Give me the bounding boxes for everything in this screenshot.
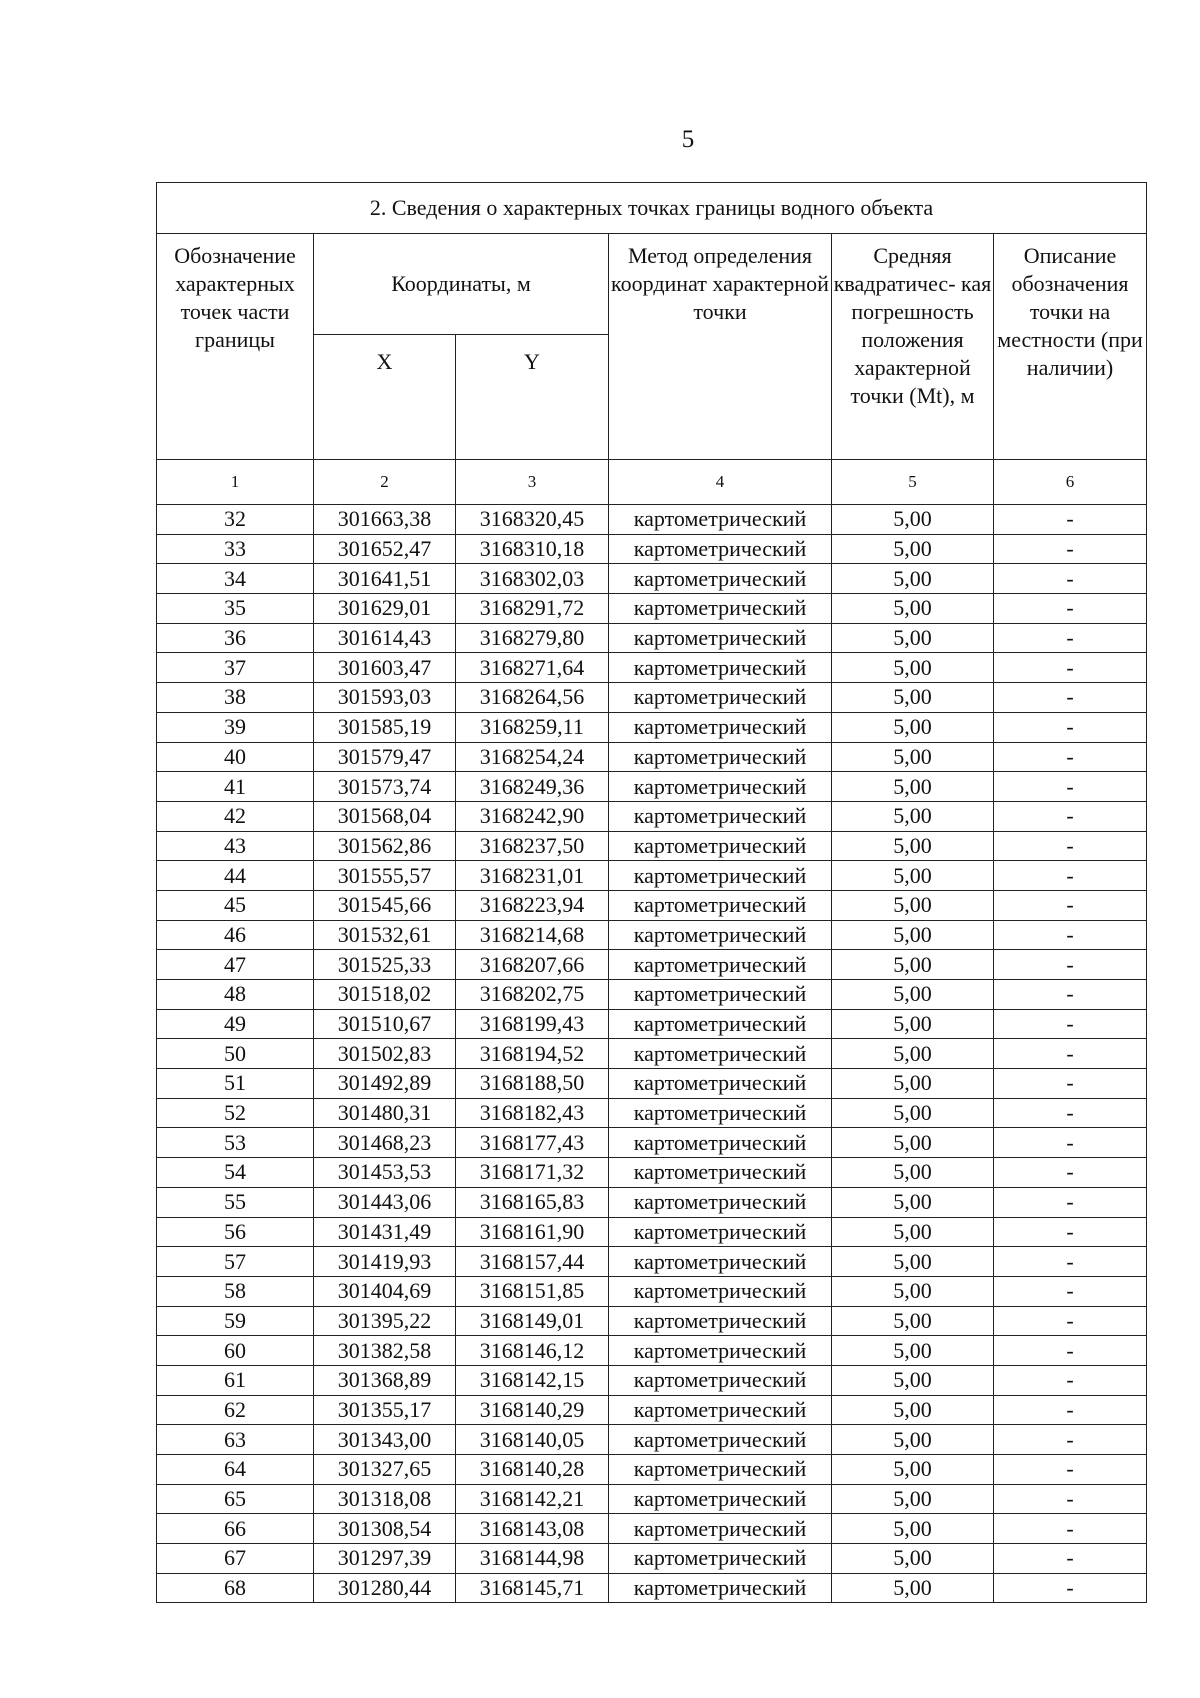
point-number-cell: 67 [157,1544,314,1574]
y-coordinate-cell: 3168182,43 [456,1098,609,1128]
description-cell: - [994,1336,1147,1366]
description-cell: - [994,1128,1147,1158]
method-cell: картометрический [609,1514,832,1544]
page-number: 5 [681,126,695,153]
column-number: 1 [157,460,314,505]
x-coordinate-cell: 301480,31 [314,1098,456,1128]
x-coordinate-cell: 301562,86 [314,831,456,861]
method-cell: картометрический [609,505,832,535]
x-coordinate-cell: 301502,83 [314,1039,456,1069]
method-cell: картометрический [609,1336,832,1366]
table-row [157,594,1147,624]
x-coordinate-cell: 301453,53 [314,1158,456,1188]
method-cell: картометрический [609,742,832,772]
x-coordinate-cell: 301395,22 [314,1306,456,1336]
mean-error-cell: 5,00 [832,1336,994,1366]
header-y: Y [456,335,609,460]
description-cell: - [994,742,1147,772]
x-coordinate-cell: 301492,89 [314,1069,456,1099]
point-number-cell: 61 [157,1365,314,1395]
method-cell: картометрический [609,1455,832,1485]
table-row [157,534,1147,564]
mean-error-cell: 5,00 [832,1217,994,1247]
point-number-cell: 53 [157,1128,314,1158]
point-number-cell: 66 [157,1514,314,1544]
mean-error-cell: 5,00 [832,920,994,950]
header-method: Метод определения координат характерной точки [609,234,832,460]
mean-error-cell: 5,00 [832,1098,994,1128]
y-coordinate-cell: 3168279,80 [456,623,609,653]
table-row [157,1365,1147,1395]
y-coordinate-cell: 3168249,36 [456,772,609,802]
y-coordinate-cell: 3168143,08 [456,1514,609,1544]
description-cell: - [994,1395,1147,1425]
y-coordinate-cell: 3168310,18 [456,534,609,564]
y-coordinate-cell: 3168194,52 [456,1039,609,1069]
table-row [157,1069,1147,1099]
x-coordinate-cell: 301652,47 [314,534,456,564]
point-number-cell: 58 [157,1276,314,1306]
column-number: 4 [609,460,832,505]
table-row [157,950,1147,980]
mean-error-cell: 5,00 [832,1128,994,1158]
description-cell: - [994,1573,1147,1603]
point-number-cell: 37 [157,653,314,683]
header-mean-error: Средняя квадратичес- кая погрешность положения характерной точки (Mt), м [832,234,994,460]
mean-error-cell: 5,00 [832,653,994,683]
point-number-cell: 49 [157,1009,314,1039]
table-row [157,1306,1147,1336]
table-row [157,861,1147,891]
table-row [157,623,1147,653]
x-coordinate-cell: 301368,89 [314,1365,456,1395]
method-cell: картометрический [609,1425,832,1455]
y-coordinate-cell: 3168157,44 [456,1247,609,1277]
method-cell: картометрический [609,861,832,891]
description-cell: - [994,1098,1147,1128]
x-coordinate-cell: 301629,01 [314,594,456,624]
y-coordinate-cell: 3168142,15 [456,1365,609,1395]
y-coordinate-cell: 3168223,94 [456,890,609,920]
y-coordinate-cell: 3168207,66 [456,950,609,980]
point-number-cell: 33 [157,534,314,564]
mean-error-cell: 5,00 [832,1276,994,1306]
method-cell: картометрический [609,1158,832,1188]
method-cell: картометрический [609,831,832,861]
mean-error-cell: 5,00 [832,1158,994,1188]
y-coordinate-cell: 3168151,85 [456,1276,609,1306]
y-coordinate-cell: 3168140,05 [456,1425,609,1455]
table-row [157,831,1147,861]
mean-error-cell: 5,00 [832,1365,994,1395]
mean-error-cell: 5,00 [832,564,994,594]
description-cell: - [994,801,1147,831]
description-cell: - [994,1158,1147,1188]
description-cell: - [994,594,1147,624]
x-coordinate-cell: 301327,65 [314,1455,456,1485]
method-cell: картометрический [609,1247,832,1277]
method-cell: картометрический [609,920,832,950]
method-cell: картометрический [609,950,832,980]
mean-error-cell: 5,00 [832,1069,994,1099]
table-title: 2. Сведения о характерных точках границы водного объекта [157,183,1147,234]
point-number-cell: 54 [157,1158,314,1188]
y-coordinate-cell: 3168188,50 [456,1069,609,1099]
x-coordinate-cell: 301525,33 [314,950,456,980]
x-coordinate-cell: 301308,54 [314,1514,456,1544]
method-cell: картометрический [609,1276,832,1306]
table-row [157,712,1147,742]
mean-error-cell: 5,00 [832,1544,994,1574]
boundary-points-table [156,182,1147,1603]
y-coordinate-cell: 3168177,43 [456,1128,609,1158]
description-cell: - [994,1217,1147,1247]
y-coordinate-cell: 3168171,32 [456,1158,609,1188]
x-coordinate-cell: 301545,66 [314,890,456,920]
point-number-cell: 64 [157,1455,314,1485]
description-cell: - [994,683,1147,713]
y-coordinate-cell: 3168242,90 [456,801,609,831]
y-coordinate-cell: 3168144,98 [456,1544,609,1574]
point-number-cell: 46 [157,920,314,950]
point-number-cell: 44 [157,861,314,891]
point-number-cell: 68 [157,1573,314,1603]
method-cell: картометрический [609,980,832,1010]
table-row [157,1009,1147,1039]
point-number-cell: 51 [157,1069,314,1099]
table-row [157,1573,1147,1603]
mean-error-cell: 5,00 [832,1455,994,1485]
description-cell: - [994,1484,1147,1514]
table-row [157,564,1147,594]
table-row [157,980,1147,1010]
y-coordinate-cell: 3168149,01 [456,1306,609,1336]
y-coordinate-cell: 3168271,64 [456,653,609,683]
x-coordinate-cell: 301297,39 [314,1544,456,1574]
description-cell: - [994,1039,1147,1069]
mean-error-cell: 5,00 [832,505,994,535]
description-cell: - [994,980,1147,1010]
mean-error-cell: 5,00 [832,772,994,802]
method-cell: картометрический [609,1039,832,1069]
header-x: X [314,335,456,460]
y-coordinate-cell: 3168202,75 [456,980,609,1010]
method-cell: картометрический [609,1365,832,1395]
point-number-cell: 38 [157,683,314,713]
point-number-cell: 55 [157,1187,314,1217]
table-row [157,1128,1147,1158]
column-number-row [157,460,1147,505]
mean-error-cell: 5,00 [832,534,994,564]
method-cell: картометрический [609,1009,832,1039]
y-coordinate-cell: 3168146,12 [456,1336,609,1366]
description-cell: - [994,505,1147,535]
point-number-cell: 41 [157,772,314,802]
x-coordinate-cell: 301518,02 [314,980,456,1010]
description-cell: - [994,534,1147,564]
table-row [157,1098,1147,1128]
description-cell: - [994,1425,1147,1455]
x-coordinate-cell: 301641,51 [314,564,456,594]
method-cell: картометрический [609,1069,832,1099]
point-number-cell: 36 [157,623,314,653]
column-number: 5 [832,460,994,505]
description-cell: - [994,653,1147,683]
method-cell: картометрический [609,1544,832,1574]
mean-error-cell: 5,00 [832,683,994,713]
point-number-cell: 40 [157,742,314,772]
mean-error-cell: 5,00 [832,861,994,891]
description-cell: - [994,920,1147,950]
mean-error-cell: 5,00 [832,1484,994,1514]
mean-error-cell: 5,00 [832,980,994,1010]
y-coordinate-cell: 3168140,29 [456,1395,609,1425]
point-number-cell: 56 [157,1217,314,1247]
point-number-cell: 43 [157,831,314,861]
mean-error-cell: 5,00 [832,1573,994,1603]
description-cell: - [994,1514,1147,1544]
mean-error-cell: 5,00 [832,1306,994,1336]
description-cell: - [994,1544,1147,1574]
description-cell: - [994,1276,1147,1306]
description-cell: - [994,564,1147,594]
method-cell: картометрический [609,534,832,564]
description-cell: - [994,623,1147,653]
y-coordinate-cell: 3168140,28 [456,1455,609,1485]
point-number-cell: 59 [157,1306,314,1336]
point-number-cell: 50 [157,1039,314,1069]
table-row [157,742,1147,772]
y-coordinate-cell: 3168199,43 [456,1009,609,1039]
mean-error-cell: 5,00 [832,1514,994,1544]
point-number-cell: 32 [157,505,314,535]
point-number-cell: 34 [157,564,314,594]
mean-error-cell: 5,00 [832,831,994,861]
y-coordinate-cell: 3168214,68 [456,920,609,950]
mean-error-cell: 5,00 [832,1395,994,1425]
x-coordinate-cell: 301431,49 [314,1217,456,1247]
point-number-cell: 63 [157,1425,314,1455]
y-coordinate-cell: 3168165,83 [456,1187,609,1217]
method-cell: картометрический [609,1395,832,1425]
description-cell: - [994,831,1147,861]
y-coordinate-cell: 3168161,90 [456,1217,609,1247]
column-number: 6 [994,460,1147,505]
y-coordinate-cell: 3168237,50 [456,831,609,861]
point-number-cell: 60 [157,1336,314,1366]
x-coordinate-cell: 301663,38 [314,505,456,535]
mean-error-cell: 5,00 [832,742,994,772]
table-row [157,1217,1147,1247]
method-cell: картометрический [609,1484,832,1514]
method-cell: картометрический [609,890,832,920]
table-row [157,1276,1147,1306]
column-number: 3 [456,460,609,505]
method-cell: картометрический [609,1187,832,1217]
description-cell: - [994,772,1147,802]
table-row [157,1158,1147,1188]
table-row [157,1514,1147,1544]
x-coordinate-cell: 301510,67 [314,1009,456,1039]
point-number-cell: 42 [157,801,314,831]
description-cell: - [994,1187,1147,1217]
method-cell: картометрический [609,1098,832,1128]
x-coordinate-cell: 301280,44 [314,1573,456,1603]
table-body [157,505,1147,1603]
method-cell: картометрический [609,801,832,831]
x-coordinate-cell: 301404,69 [314,1276,456,1306]
x-coordinate-cell: 301603,47 [314,653,456,683]
mean-error-cell: 5,00 [832,712,994,742]
table-row [157,1247,1147,1277]
point-number-cell: 47 [157,950,314,980]
mean-error-cell: 5,00 [832,623,994,653]
point-number-cell: 62 [157,1395,314,1425]
y-coordinate-cell: 3168145,71 [456,1573,609,1603]
header-coordinates: Координаты, м [314,234,609,335]
description-cell: - [994,1009,1147,1039]
x-coordinate-cell: 301343,00 [314,1425,456,1455]
y-coordinate-cell: 3168291,72 [456,594,609,624]
method-cell: картометрический [609,1217,832,1247]
mean-error-cell: 5,00 [832,1009,994,1039]
method-cell: картометрический [609,653,832,683]
description-cell: - [994,712,1147,742]
x-coordinate-cell: 301593,03 [314,683,456,713]
point-number-cell: 52 [157,1098,314,1128]
y-coordinate-cell: 3168259,11 [456,712,609,742]
mean-error-cell: 5,00 [832,1187,994,1217]
x-coordinate-cell: 301355,17 [314,1395,456,1425]
x-coordinate-cell: 301614,43 [314,623,456,653]
table-row [157,801,1147,831]
y-coordinate-cell: 3168142,21 [456,1484,609,1514]
description-cell: - [994,861,1147,891]
column-number: 2 [314,460,456,505]
x-coordinate-cell: 301419,93 [314,1247,456,1277]
description-cell: - [994,950,1147,980]
table-row [157,1425,1147,1455]
y-coordinate-cell: 3168231,01 [456,861,609,891]
y-coordinate-cell: 3168264,56 [456,683,609,713]
table-row [157,683,1147,713]
point-number-cell: 35 [157,594,314,624]
table-row [157,1484,1147,1514]
table-row [157,653,1147,683]
table-row [157,890,1147,920]
method-cell: картометрический [609,623,832,653]
header-point-designation: Обозначение характерных точек части границы [157,234,314,460]
description-cell: - [994,1069,1147,1099]
x-coordinate-cell: 301318,08 [314,1484,456,1514]
point-number-cell: 57 [157,1247,314,1277]
mean-error-cell: 5,00 [832,1039,994,1069]
mean-error-cell: 5,00 [832,1247,994,1277]
x-coordinate-cell: 301579,47 [314,742,456,772]
x-coordinate-cell: 301443,06 [314,1187,456,1217]
table-row [157,1039,1147,1069]
mean-error-cell: 5,00 [832,890,994,920]
mean-error-cell: 5,00 [832,594,994,624]
x-coordinate-cell: 301573,74 [314,772,456,802]
point-number-cell: 65 [157,1484,314,1514]
mean-error-cell: 5,00 [832,801,994,831]
table-row [157,1395,1147,1425]
table-row [157,920,1147,950]
header-description: Описание обозначения точки на местности (при наличии) [994,234,1147,460]
x-coordinate-cell: 301468,23 [314,1128,456,1158]
method-cell: картометрический [609,594,832,624]
method-cell: картометрический [609,683,832,713]
table-row [157,1336,1147,1366]
y-coordinate-cell: 3168320,45 [456,505,609,535]
table-row [157,772,1147,802]
table-row [157,1544,1147,1574]
method-cell: картометрический [609,1128,832,1158]
method-cell: картометрический [609,564,832,594]
description-cell: - [994,1455,1147,1485]
table-row [157,1187,1147,1217]
point-number-cell: 45 [157,890,314,920]
description-cell: - [994,1247,1147,1277]
description-cell: - [994,1306,1147,1336]
x-coordinate-cell: 301532,61 [314,920,456,950]
y-coordinate-cell: 3168302,03 [456,564,609,594]
method-cell: картометрический [609,1573,832,1603]
method-cell: картометрический [609,772,832,802]
x-coordinate-cell: 301555,57 [314,861,456,891]
mean-error-cell: 5,00 [832,1425,994,1455]
description-cell: - [994,890,1147,920]
method-cell: картометрический [609,1306,832,1336]
method-cell: картометрический [609,712,832,742]
point-number-cell: 48 [157,980,314,1010]
x-coordinate-cell: 301568,04 [314,801,456,831]
table-row [157,1455,1147,1485]
x-coordinate-cell: 301585,19 [314,712,456,742]
mean-error-cell: 5,00 [832,950,994,980]
description-cell: - [994,1365,1147,1395]
table-row [157,505,1147,535]
point-number-cell: 39 [157,712,314,742]
x-coordinate-cell: 301382,58 [314,1336,456,1366]
y-coordinate-cell: 3168254,24 [456,742,609,772]
